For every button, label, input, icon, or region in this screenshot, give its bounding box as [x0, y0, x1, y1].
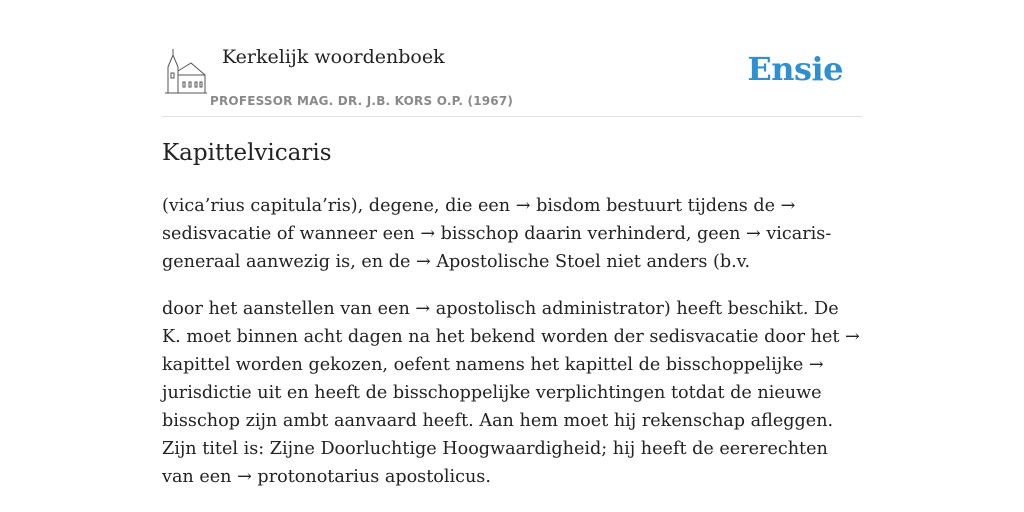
church-icon[interactable]: [165, 49, 207, 95]
entry-title: Kapittelvicaris: [162, 140, 332, 166]
entry-paragraph-2: door het aanstellen van een → apostolisch administrator) heeft beschikt. De K. moet binnen acht dagen na het bekend worden der sedisvacatie door het → kapittel worden gekozen, oefent namens het kapittel de bisschoppelijke → jurisdictie uit en heeft de bisschoppelijke verplichtingen totdat de nieuwe bisschop zijn ambt aanvaard heeft. Aan hem moet hij rekenschap afleggen. Zijn titel is: Zijne Doorluchtige Hoogwaardigheid; hij heeft de eererechten van een → protonotarius apostolicus.: [162, 299, 860, 487]
header: [162, 0, 862, 117]
book-title[interactable]: Kerkelijk woordenboek: [222, 46, 445, 68]
entry-paragraph-1: (vica’rius capitula’ris), degene, die een → bisdom bestuurt tijdens de → sedisvacatie of wanneer een → bisschop daarin verhinderd, geen → vicaris-generaal aanwezig is, en de → Apostolische Stoel niet anders (b.v.: [162, 196, 832, 272]
page: [162, 0, 862, 487]
author-line: PROFESSOR MAG. DR. J.B. KORS O.P. (1967): [210, 94, 514, 108]
brand-logo[interactable]: Ensie: [747, 50, 843, 88]
